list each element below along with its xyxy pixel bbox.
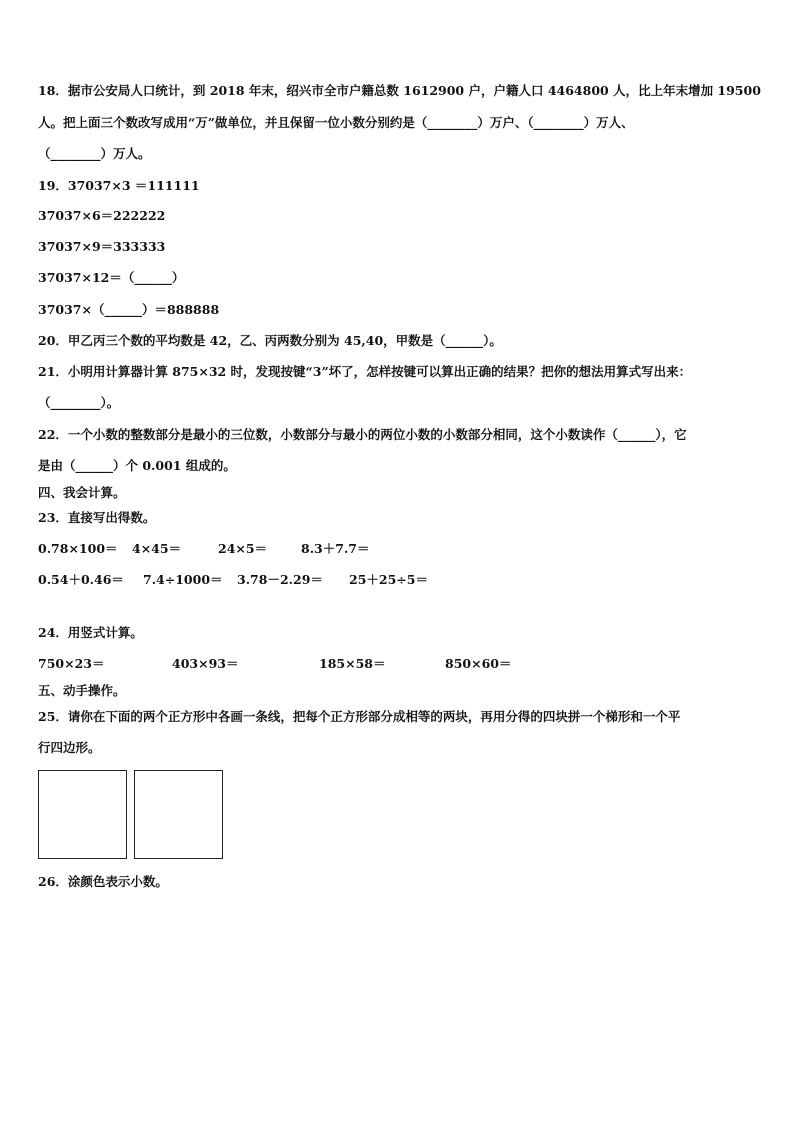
section-4-title: 四、我会计算。 [38,485,126,500]
square-drawing-area-1[interactable] [38,770,127,859]
q21-line-1: 21．小明用计算器计算 875×32 时，发现按键“3”坏了，怎样按键可以算出正确的结果？把你的想法用算式写出来： [38,364,692,379]
q23-item: 25＋25÷5＝ [349,572,428,587]
q23-item: 0.54＋0.46＝ [38,572,124,587]
q22-line-1: 22．一个小数的整数部分是最小的三位数，小数部分与最小的两位小数的小数部分相同，这个小数读作（______），它 [38,427,687,442]
q25-line-1: 25．请你在下面的两个正方形中各画一条线，把每个正方形部分成相等的两块，再用分得的四块拼一个梯形和一个平 [38,709,681,724]
q19-line-5: 37037×（______）＝888888 [38,302,220,317]
q24-item: 850×60＝ [445,656,512,671]
q19-line-2: 37037×6＝222222 [38,208,166,223]
q24-item: 750×23＝ [38,656,105,671]
q18-line-3: （________）万人。 [38,146,151,161]
q23-item: 3.78－2.29＝ [237,572,323,587]
q18-line-2: 人。把上面三个数改写成用“万”做单位，并且保留一位小数分别约是（________）万户、（________）万人、 [38,115,634,130]
q24-row [38,656,758,672]
q20-line-1: 20．甲乙丙三个数的平均数是 42，乙、丙两数分别为 45,40，甲数是（______）。 [38,333,502,348]
q23-item: 7.4÷1000＝ [143,572,223,587]
q24-item: 185×58＝ [319,656,386,671]
q19-line-1: 19．37037×3 ＝111111 [38,178,200,193]
q18-line-1: 18．据市公安局人口统计，到 2018 年末，绍兴市全市户籍总数 1612900 户，户籍人口 4464800 人，比上年末增加 19500 [38,83,761,98]
q23-item: 0.78×100＝ [38,541,118,556]
q19-line-4: 37037×12＝（______） [38,270,185,285]
q19-line-3: 37037×9＝333333 [38,239,166,254]
q23-item: 8.3＋7.7＝ [301,541,370,556]
q26-title: 26．涂颜色表示小数。 [38,874,168,889]
square-drawing-area-2[interactable] [134,770,223,859]
q23-item: 4×45＝ [132,541,182,556]
q22-line-2: 是由（______）个 0.001 组成的。 [38,458,236,473]
q23-row-2 [38,572,758,588]
q23-title: 23．直接写出得数。 [38,510,156,525]
section-5-title: 五、动手操作。 [38,683,126,698]
q23-row-1 [38,541,758,557]
q21-line-2: （________）。 [38,395,120,410]
q24-title: 24．用竖式计算。 [38,625,143,640]
q24-item: 403×93＝ [172,656,239,671]
q25-line-2: 行四边形。 [38,740,101,755]
q23-item: 24×5＝ [218,541,268,556]
